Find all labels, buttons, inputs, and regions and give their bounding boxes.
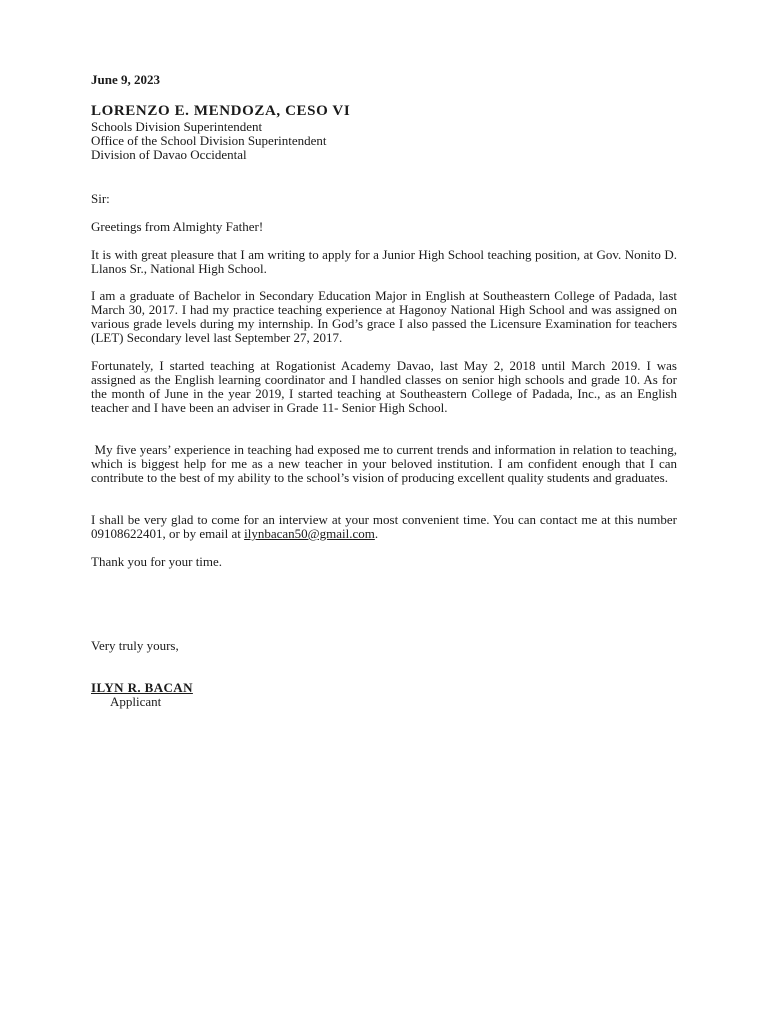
paragraph-experience: Fortunately, I started teaching at Rogationist Academy Davao, last May 2, 2018 until March 2019. I was assigned as the English learning coordinator and I handled classes on senior high schools and grade 10. As for the month of June in the year 2019, I started teaching at Southeastern College of Padada, Inc., as an English teacher and I have been an adviser in Grade 11- Senior High School.: [91, 358, 677, 415]
recipient-address-block: [91, 120, 677, 162]
email-link[interactable]: ilynbacan50@gmail.com: [244, 526, 375, 541]
paragraph-education: I am a graduate of Bachelor in Secondary Education Major in English at Southeastern College of Padada, last March 30, 2017. I had my practice teaching experience at Hagonoy National High School and was assigned on various grade levels during my internship. In God’s grace I also passed the Licensure Examination for teachers (LET) Secondary level last September 27, 2017.: [91, 288, 677, 345]
closing: Very truly yours,: [91, 638, 179, 653]
salutation: Sir:: [91, 191, 110, 206]
recipient-division: Division of Davao Occidental: [91, 147, 247, 162]
paragraph-contact: [91, 513, 677, 541]
contact-text: I shall be very glad to come for an interview at your most convenient time. You can contact me at this number 09108622401, or by email at: [91, 512, 677, 541]
contact-period: .: [374, 526, 379, 541]
paragraph-application: It is with great pleasure that I am writing to apply for a Junior High School teaching position, at Gov. Nonito D. Llanos Sr., National High School.: [91, 247, 677, 276]
letter-date: June 9, 2023: [91, 72, 160, 87]
paragraph-qualifications: My five years’ experience in teaching had exposed me to current trends and information in relation to teaching, which is biggest help for me as a new teacher in your beloved institution. I am confident enough that I can contribute to the best of my ability to the school’s vision of producing excellent quality students and graduates.: [91, 442, 681, 485]
recipient-office: Office of the School Division Superintendent: [91, 133, 327, 148]
signer-title: Applicant: [110, 694, 162, 709]
recipient-title: Schools Division Superintendent: [91, 119, 263, 134]
thanks-line: Thank you for your time.: [91, 554, 223, 569]
signer-name: ILYN R. BACAN: [91, 680, 193, 695]
recipient-name: LORENZO E. MENDOZA, CESO VI: [91, 103, 351, 119]
greeting: Greetings from Almighty Father!: [91, 219, 264, 234]
